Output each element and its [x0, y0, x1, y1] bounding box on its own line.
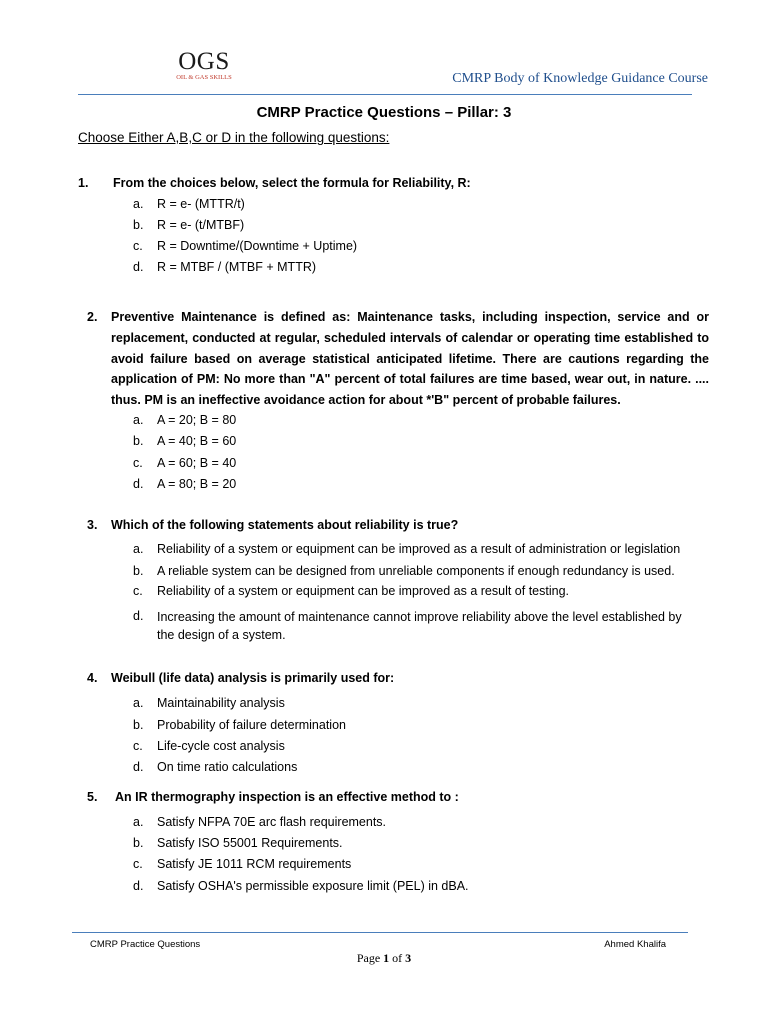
page-mid: of: [389, 951, 406, 965]
option-text: Probability of failure determination: [157, 718, 346, 732]
option-letter: c.: [133, 239, 143, 253]
option-letter: a.: [133, 413, 144, 427]
option-text: R = Downtime/(Downtime + Uptime): [157, 239, 358, 253]
question-text: An IR thermography inspection is an effective method to :: [115, 790, 459, 804]
page-title: CMRP Practice Questions – Pillar: 3: [256, 104, 512, 121]
option-letter: d.: [133, 879, 144, 893]
footer-left: CMRP Practice Questions: [90, 939, 201, 950]
header-divider: [78, 94, 692, 95]
question-2: [87, 307, 709, 411]
option-text: A = 60; B = 40: [157, 456, 237, 470]
option-letter: a.: [133, 197, 144, 211]
question-number: 2.: [87, 310, 98, 324]
option-letter: d.: [133, 477, 144, 491]
question-text: Preventive Maintenance is defined as: Maintenance tasks, including inspection, service and or replacement, conducted at regular, scheduled intervals of calendar or operating time established to avoid failure based on average statistical anticipated lifetime. There are cautions regarding the application of PM: No more than "A" percent of total failures are time based, wear out, in nature. .... thus. PM is an ineffective avoidance action for about *'B" percent of probable failures.: [111, 310, 709, 408]
option-letter: a.: [133, 815, 144, 829]
option-letter: d.: [133, 760, 144, 774]
logo-subtitle: OIL & GAS SKILLS: [176, 74, 232, 81]
footer-author: Ahmed Khalifa: [604, 939, 666, 950]
option-text: A = 80; B = 20: [157, 477, 237, 491]
page-number: [0, 951, 768, 966]
question-number: 3.: [87, 518, 98, 532]
footer-divider: [72, 932, 688, 933]
question-text: Which of the following statements about reliability is true?: [111, 518, 459, 532]
page-current: 1: [383, 951, 390, 965]
option-text: Life-cycle cost analysis: [157, 739, 285, 753]
page-prefix: Page: [356, 951, 384, 965]
option-letter: a.: [133, 542, 144, 556]
question-text: From the choices below, select the formula for Reliability, R:: [113, 176, 471, 190]
question-number: 1.: [78, 176, 89, 190]
option-letter: c.: [133, 857, 143, 871]
option-letter: d.: [133, 260, 144, 274]
option-text: R = e- (MTTR/t): [157, 197, 245, 211]
option-letter: b.: [133, 836, 144, 850]
option-letter: b.: [133, 564, 144, 578]
ogs-logo: [172, 50, 236, 82]
option-text: R = e- (t/MTBF): [157, 218, 245, 232]
option-text: Maintainability analysis: [157, 696, 285, 710]
question-text: Weibull (life data) analysis is primarily used for:: [111, 671, 395, 685]
option-text: Satisfy JE 1011 RCM requirements: [157, 857, 352, 871]
question-number: 4.: [87, 671, 98, 685]
option-text: Increasing the amount of maintenance cannot improve reliability above the level established by the design of a system.: [157, 610, 682, 642]
option-letter: d.: [133, 609, 144, 623]
option-text: Reliability of a system or equipment can be improved as a result of administration or legislation: [157, 542, 681, 556]
option-letter: c.: [133, 584, 143, 598]
option-letter: b.: [133, 218, 144, 232]
option-text: A = 40; B = 60: [157, 434, 237, 448]
option-letter: b.: [133, 434, 144, 448]
option-letter: c.: [133, 456, 143, 470]
logo-text: OGS: [178, 48, 230, 75]
option-letter: a.: [133, 696, 144, 710]
option-text: Satisfy ISO 55001 Requirements.: [157, 836, 343, 850]
option-text: Reliability of a system or equipment can be improved as a result of testing.: [157, 584, 570, 598]
option-text: Satisfy OSHA's permissible exposure limit (PEL) in dBA.: [157, 879, 469, 893]
instruction: Choose Either A,B,C or D in the following questions:: [78, 130, 390, 145]
option-letter: c.: [133, 739, 143, 753]
page-total: 3: [405, 951, 412, 965]
course-title: CMRP Body of Knowledge Guidance Course: [452, 71, 708, 86]
option-text: On time ratio calculations: [157, 760, 298, 774]
option-text: A = 20; B = 80: [157, 413, 237, 427]
option-text: R = MTBF / (MTBF + MTTR): [157, 260, 317, 274]
question-number: 5.: [87, 790, 98, 804]
option-letter: b.: [133, 718, 144, 732]
option-text: Satisfy NFPA 70E arc flash requirements.: [157, 815, 387, 829]
option-text: A reliable system can be designed from unreliable components if enough redundancy is used.: [157, 564, 675, 578]
